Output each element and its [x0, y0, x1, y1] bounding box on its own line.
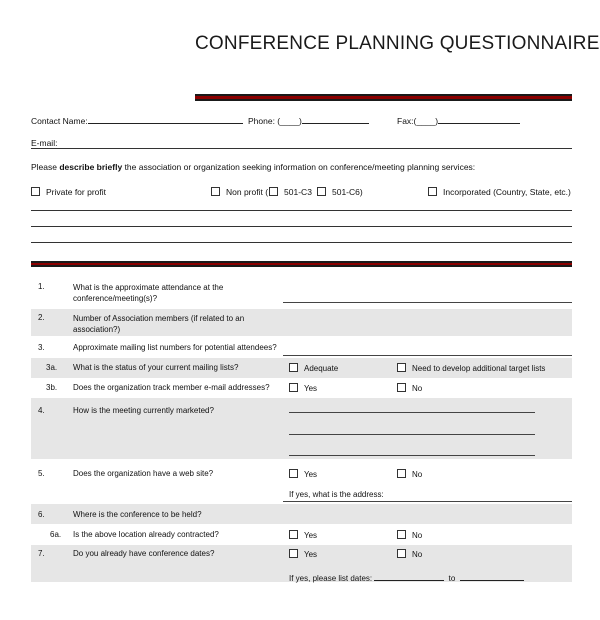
contact-name-field[interactable] — [31, 114, 243, 126]
q7-to-label: to — [448, 574, 456, 583]
q7-option-yes[interactable]: Yes — [289, 549, 317, 559]
q6a-option-no[interactable]: No — [397, 530, 422, 540]
q3b-no-checkbox[interactable] — [397, 383, 406, 392]
phone-label: Phone: (____) — [248, 116, 302, 126]
title-divider — [195, 94, 572, 101]
q5-yes-checkbox[interactable] — [289, 469, 298, 478]
describe-instruction: Please describe briefly the association or organization seeking information on conference/meeting planning services: — [31, 162, 476, 172]
org-type-c6[interactable]: 501-C6) — [317, 187, 363, 197]
q7-end-date-input[interactable] — [460, 571, 524, 581]
q1-text: What is the approximate attendance at the conference/meeting(s)? — [73, 283, 224, 303]
q3a-option-adequate[interactable]: Adequate — [289, 363, 338, 373]
q3-number: 3. — [38, 343, 45, 352]
q7-yes-checkbox[interactable] — [289, 549, 298, 558]
q3b-yes-checkbox[interactable] — [289, 383, 298, 392]
q1-answer-line[interactable] — [283, 302, 572, 303]
q3b-option-yes[interactable]: Yes — [289, 383, 317, 393]
c3-checkbox[interactable] — [269, 187, 278, 196]
q7-start-date-input[interactable] — [374, 571, 444, 581]
org-type-incorporated[interactable]: Incorporated (Country, State, etc.) — [428, 187, 571, 197]
q5-number: 5. — [38, 469, 45, 478]
q5-followup: If yes, what is the address: — [289, 490, 384, 499]
fax-input[interactable] — [438, 114, 520, 124]
contact-name-label: Contact Name: — [31, 116, 88, 126]
q7-no-checkbox[interactable] — [397, 549, 406, 558]
q6a-option-yes[interactable]: Yes — [289, 530, 317, 540]
private-checkbox[interactable] — [31, 187, 40, 196]
q6a-number: 6a. — [50, 530, 62, 539]
q3a-option-develop[interactable]: Need to develop additional target lists — [397, 363, 545, 373]
q6-text: Where is the conference to be held? — [73, 510, 202, 519]
q4-answer-line-1[interactable] — [289, 412, 535, 413]
contact-name-input[interactable] — [88, 114, 243, 124]
q6a-text: Is the above location already contracted? — [73, 530, 219, 539]
q5-address-line[interactable] — [283, 501, 572, 502]
phone-input[interactable] — [302, 114, 369, 124]
q7-dates-field[interactable] — [289, 571, 524, 583]
q6a-no-checkbox[interactable] — [397, 530, 406, 539]
q7-option-no[interactable]: No — [397, 549, 422, 559]
incorporated-checkbox[interactable] — [428, 187, 437, 196]
q3a-number: 3a. — [46, 363, 58, 372]
q7-followup: If yes, please list dates: — [289, 574, 373, 583]
nonprofit-checkbox[interactable] — [211, 187, 220, 196]
q5-no-checkbox[interactable] — [397, 469, 406, 478]
email-input[interactable] — [31, 148, 572, 149]
q5-option-yes[interactable]: Yes — [289, 469, 317, 479]
org-type-nonprofit[interactable]: Non profit ( 501-C3 — [211, 187, 312, 197]
page-title: CONFERENCE PLANNING QUESTIONNAIRE — [195, 33, 600, 54]
description-line-3[interactable] — [31, 242, 572, 243]
section-divider — [31, 261, 572, 267]
q3b-option-no[interactable]: No — [397, 383, 422, 393]
q3b-number: 3b. — [46, 383, 58, 392]
q6-number: 6. — [38, 510, 45, 519]
description-line-2[interactable] — [31, 226, 572, 227]
fax-field[interactable] — [397, 114, 520, 126]
q4-answer-line-2[interactable] — [289, 434, 535, 435]
q4-text: How is the meeting currently marketed? — [73, 406, 214, 415]
q2-text: Number of Association members (if related to an association?) — [73, 314, 245, 334]
q1-number: 1. — [38, 282, 45, 291]
org-type-private[interactable]: Private for profit — [31, 187, 106, 197]
phone-field[interactable] — [248, 114, 369, 126]
description-line-1[interactable] — [31, 210, 572, 211]
q7-text: Do you already have conference dates? — [73, 549, 215, 558]
q4-answer-line-3[interactable] — [289, 455, 535, 456]
q6a-yes-checkbox[interactable] — [289, 530, 298, 539]
q7-number: 7. — [38, 549, 45, 558]
email-label: E-mail: — [31, 138, 58, 148]
q3a-text: What is the status of your current mailing lists? — [73, 363, 239, 372]
q3a-develop-checkbox[interactable] — [397, 363, 406, 372]
q3a-adequate-checkbox[interactable] — [289, 363, 298, 372]
fax-label: Fax:(____) — [397, 116, 439, 126]
q3-answer-line[interactable] — [283, 355, 572, 356]
q2-number: 2. — [38, 313, 45, 322]
q4-number: 4. — [38, 406, 45, 415]
q3-text: Approximate mailing list numbers for potential attendees? — [73, 343, 277, 352]
q5-text: Does the organization have a web site? — [73, 469, 214, 478]
c6-checkbox[interactable] — [317, 187, 326, 196]
q5-option-no[interactable]: No — [397, 469, 422, 479]
q3b-text: Does the organization track member e-mail addresses? — [73, 383, 270, 392]
